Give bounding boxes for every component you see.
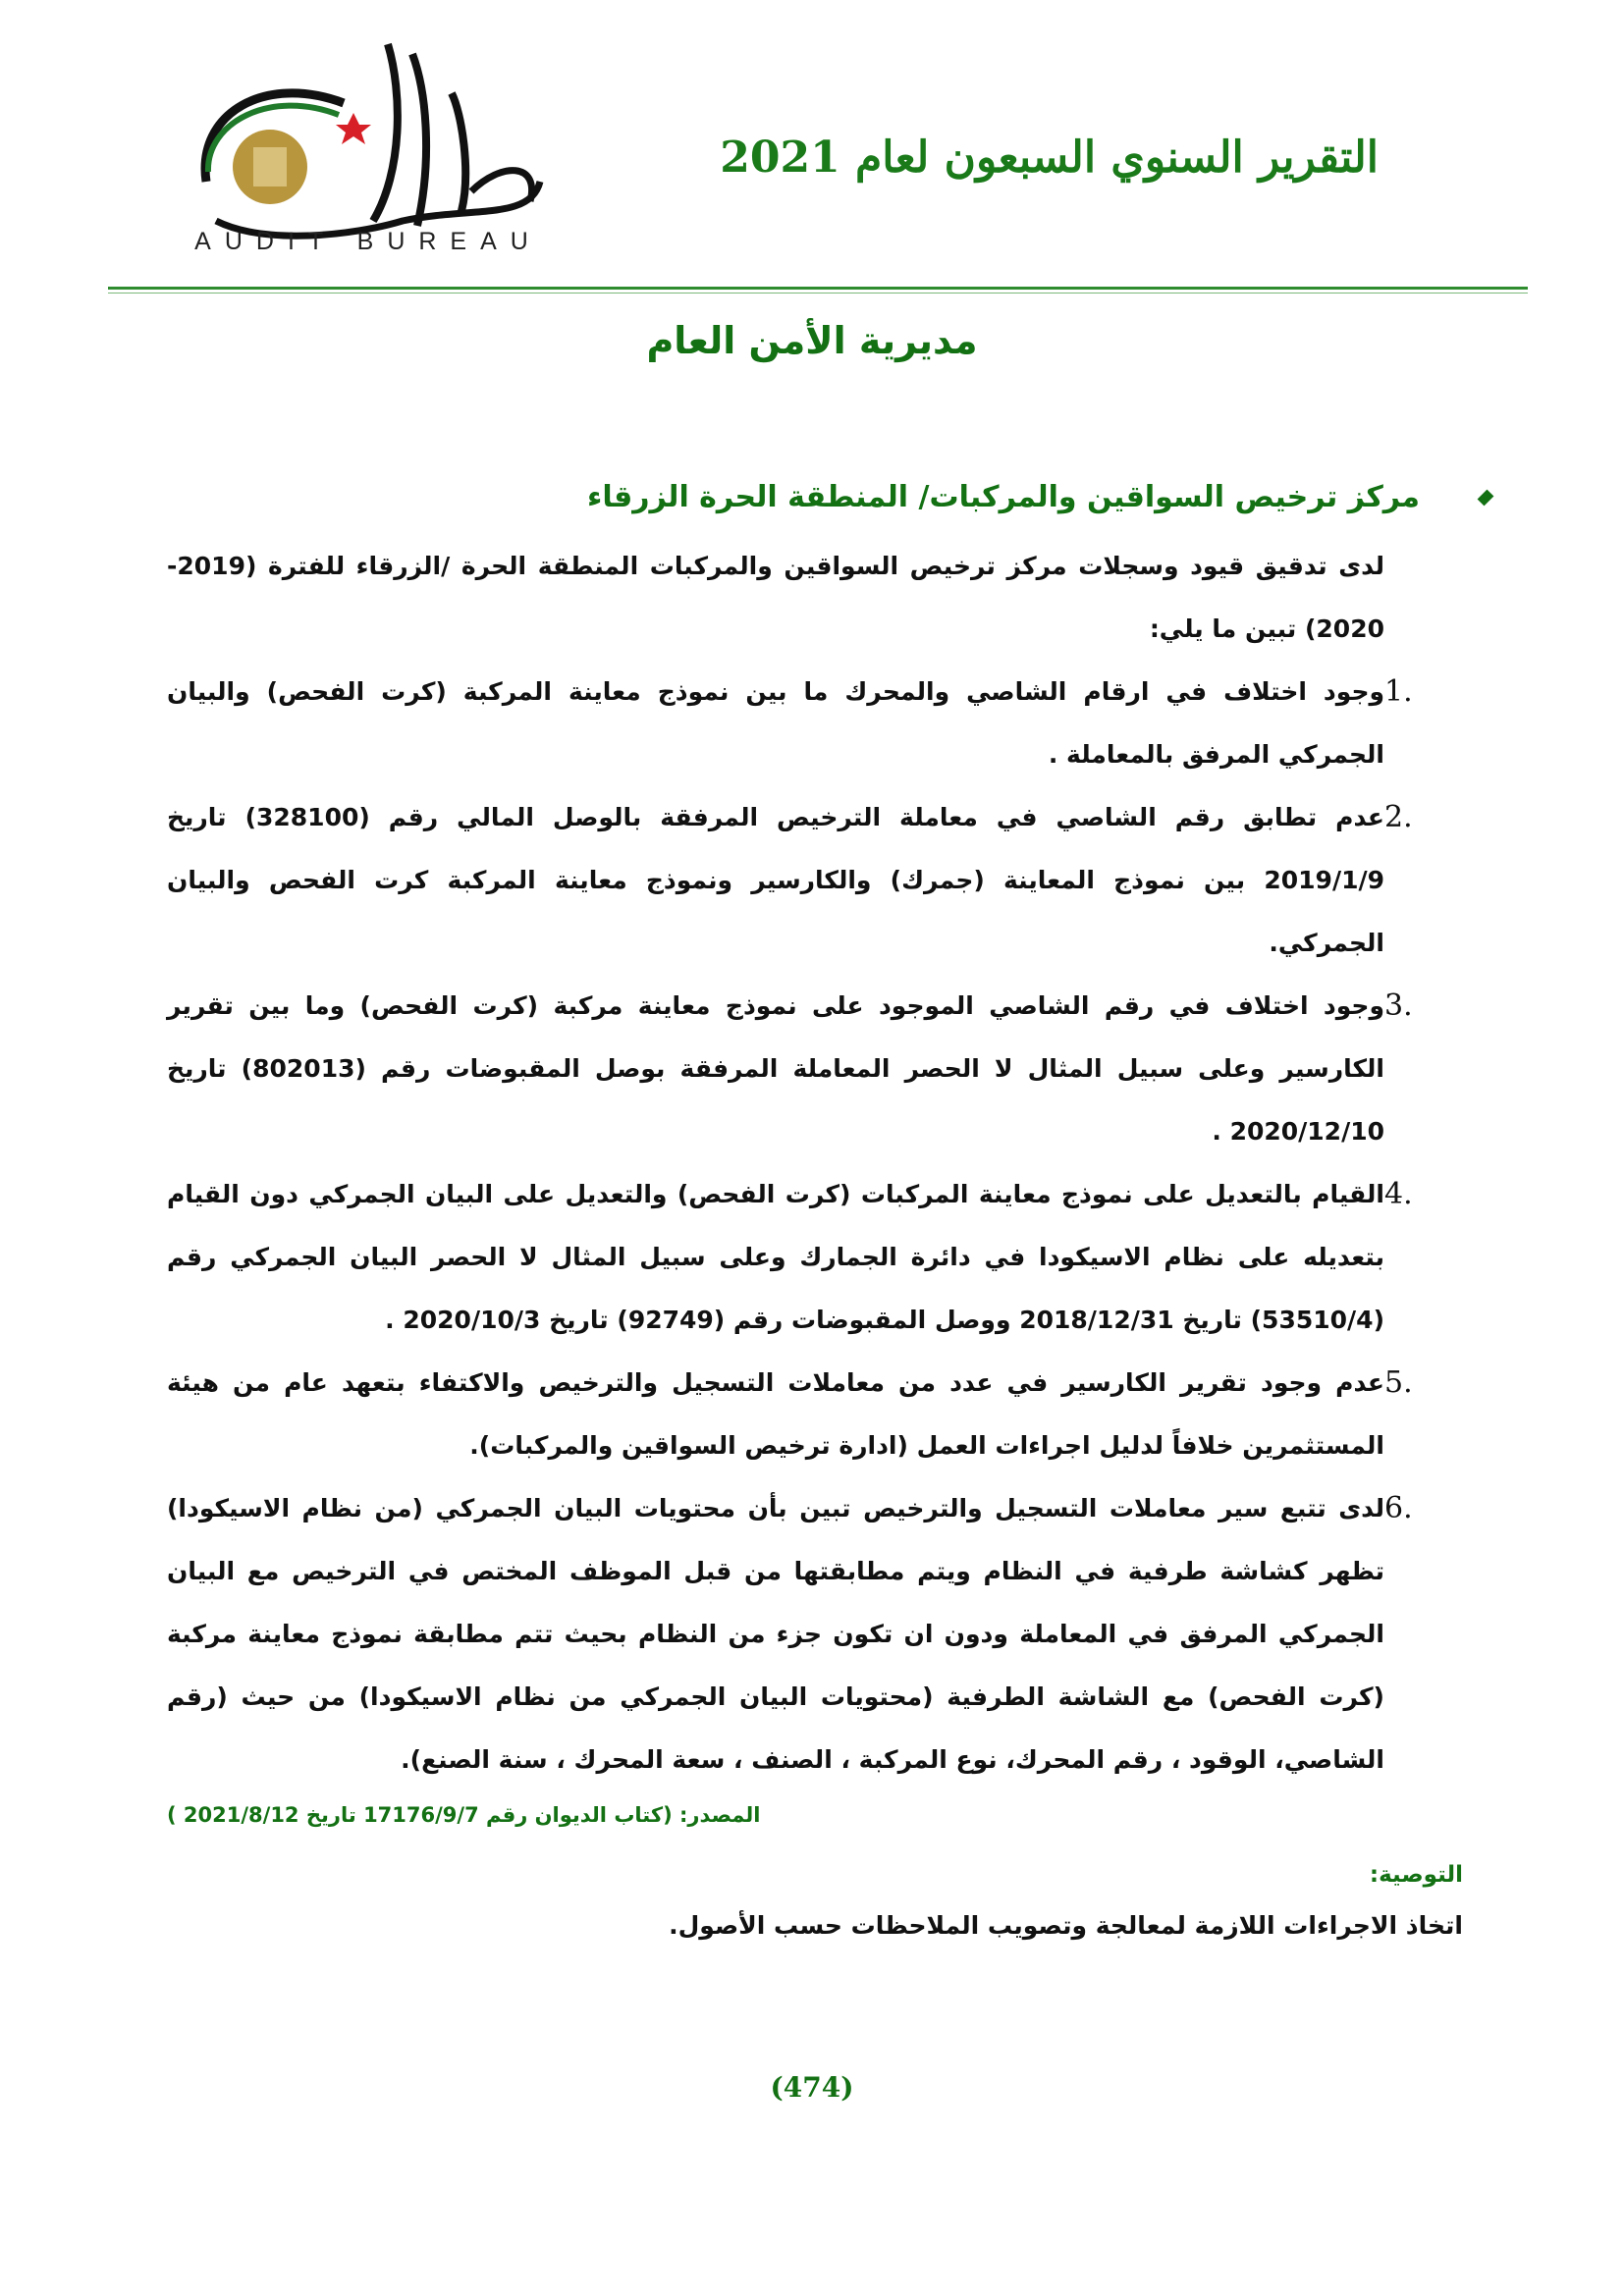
finding-item: [167, 786, 1463, 975]
finding-item: [167, 661, 1463, 786]
finding-item: [167, 1163, 1463, 1352]
report-title: التقرير السنوي السبعون لعام 2021: [720, 133, 1379, 183]
directorate-title: مديرية الأمن العام: [646, 319, 978, 362]
finding-number: 4.: [1384, 1177, 1413, 1211]
recommendation-label: التوصية:: [1369, 1862, 1463, 1888]
finding-text: وجود اختلاف في ارقام الشاصي والمحرك ما بين نموذج معاينة المركبة (كرت الفحص) والبيان الجمركي المرفق بالمعاملة .: [167, 677, 1384, 769]
source-citation: المصدر: (كتاب الديوان رقم 17176/9/7 تاريخ 2021/8/12 ): [167, 1803, 761, 1827]
section-heading: [167, 466, 1492, 529]
finding-text: لدى تتبع سير معاملات التسجيل والترخيص تبين بأن محتويات البيان الجمركي (من نظام الاسيكودا) تظهر كشاشة طرفية في النظام ويتم مطابقتها من قبل الموظف المختص في الترخيص مع البيان الجمركي المرفق في المعاملة ودون ان تكون جزء من النظام بحيث تتم مطابقة نموذج معاينة مركبة (كرت الفحص) مع الشاشة الطرفية (محتويات البيان الجمركي من نظام الاسيكودا) من حيث (رقم الشاصي، الوقود ، رقم المحرك، نوع المركبة ، الصنف ، سعة المحرك ، سنة الصنع).: [167, 1494, 1384, 1774]
finding-item: [167, 1477, 1463, 1791]
finding-text: عدم وجود تقرير الكارسير في عدد من معاملات التسجيل والترخيص والاكتفاء بتعهد عام من هيئة المستثمرين خلافاً لدليل اجراءات العمل (ادارة ترخيص السواقين والمركبات).: [167, 1368, 1384, 1460]
audit-bureau-logo: [177, 34, 560, 260]
finding-item: [167, 975, 1463, 1163]
intro-paragraph: لدى تدقيق قيود وسجلات مركز ترخيص السواقين والمركبات المنطقة الحرة /الزرقاء للفترة (2019- 2020) تبين ما يلي:: [167, 552, 1384, 643]
finding-text: وجود اختلاف في رقم الشاصي الموجود على نموذج معاينة مركبة (كرت الفحص) وما بين تقرير الكارسير وعلى سبيل المثال لا الحصر المعاملة المرفقة بوصل المقبوضات رقم (802013) تاريخ 2020/12/10 .: [167, 991, 1385, 1146]
finding-number: 5.: [1384, 1365, 1413, 1400]
finding-number: 2.: [1384, 800, 1413, 834]
findings-list: [167, 661, 1463, 1791]
page-number: (474): [770, 2071, 854, 2104]
finding-text: عدم تطابق رقم الشاصي في معاملة الترخيص المرفقة بالوصل المالي رقم (328100) تاريخ 2019/1/9 بين نموذج المعاينة (جمرك) والكارسير ونموذج معاينة المركبة كرت الفحص والبيان الجمركي.: [167, 803, 1385, 957]
diamond-bullet-icon: [1478, 490, 1494, 507]
section-heading-text: مركز ترخيص السواقين والمركبات/ المنطقة الحرة الزرقاء: [587, 480, 1420, 514]
recommendation-text: اتخاذ الاجراءات اللازمة لمعالجة وتصويب الملاحظات حسب الأصول.: [669, 1911, 1463, 1940]
finding-text: القيام بالتعديل على نموذج معاينة المركبات (كرت الفحص) والتعديل على البيان الجمركي دون القيام بتعديله على نظام الاسيكودا في دائرة الجمارك وعلى سبيل المثال لا الحصر البيان الجمركي رقم (53510/4) تاريخ 2018/12/31 ووصل المقبوضات رقم (92749) تاريخ 2020/10/3 .: [167, 1180, 1384, 1334]
logo-text: AUDIT BUREAU: [194, 228, 542, 255]
finding-number: 1.: [1384, 674, 1413, 709]
finding-number: 3.: [1384, 988, 1413, 1023]
finding-item: [167, 1352, 1463, 1477]
finding-number: 6.: [1384, 1491, 1413, 1525]
header-divider: [108, 287, 1528, 290]
report-section: [167, 466, 1463, 1952]
header-divider-thin: [108, 293, 1528, 294]
